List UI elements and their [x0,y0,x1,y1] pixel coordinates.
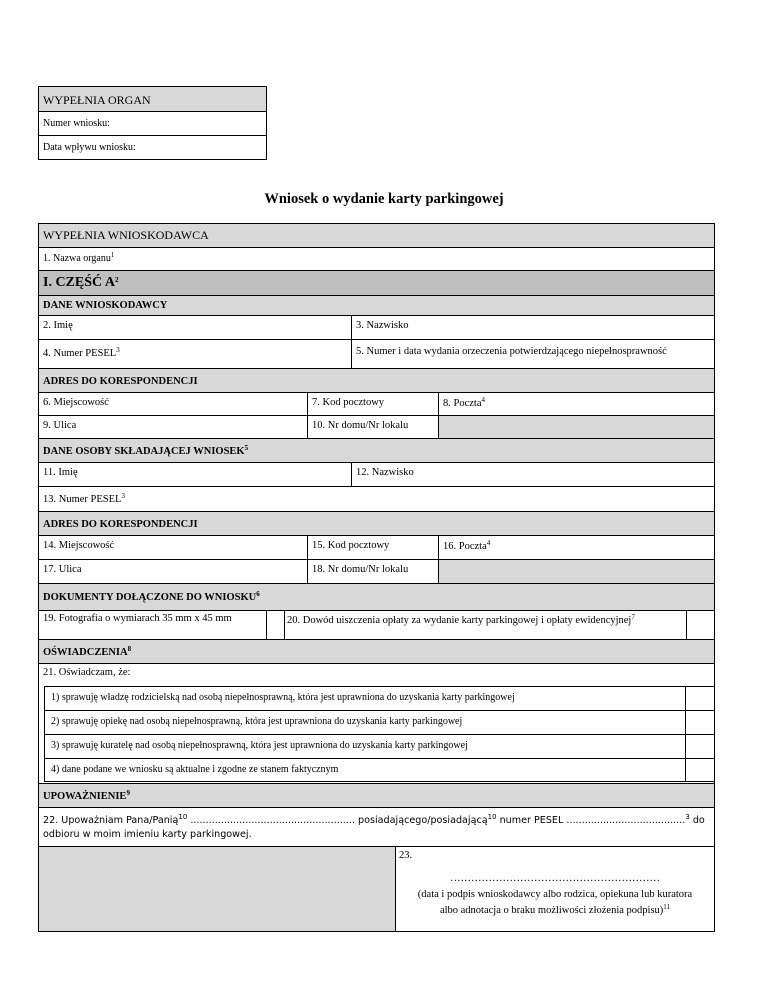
data-wplywu-field[interactable]: Data wpływu wniosku: [38,135,267,160]
organ-header: WYPEŁNIA ORGAN [38,86,267,112]
statement-checkbox[interactable] [685,710,715,735]
page-title: Wniosek o wydanie karty parkingowej [264,191,504,207]
pesel-field[interactable]: 4. Numer PESEL$^3$ [38,339,352,369]
orzeczenie-field[interactable]: 5. Numer i data wydania orzeczenia potwierdzającego niepełnosprawność [351,339,715,369]
signature-field[interactable] [395,846,715,932]
nazwa-organu-field[interactable]: 1. Nazwa organu$^1$ [38,247,715,271]
oswiadczenia-header: OŚWIADCZENIA$^8$ [38,639,715,664]
statement-checkbox[interactable] [685,758,715,782]
statement-row: 1) sprawuję władzę rodzicielską nad osobą niepełnosprawną, która jest uprawniona do uzyskania karty parkingowej [44,686,686,711]
dane-wnioskodawcy-header: DANE WNIOSKODAWCY [38,295,715,316]
nr-domu-field[interactable]: 10. Nr domu/Nr lokalu [307,415,439,439]
poczta-field[interactable]: 8. Poczta$^4$ [438,392,715,416]
signature-number: 23. [399,850,413,861]
applicant-header: WYPEŁNIA WNIOSKODAWCA [38,223,715,248]
oswiadczam-label: 21. Oświadczam, że: [43,667,131,678]
ulica-field[interactable]: 9. Ulica [38,415,308,439]
gray-filler [438,415,715,439]
oplata-label: 20. Dowód uiszczenia opłaty za wydanie karty parkingowej i opłaty ewidencyjnej$^7$ [287,613,635,626]
kod-pocztowy-2-field[interactable]: 15. Kod pocztowy [307,535,439,560]
kod-pocztowy-field[interactable]: 7. Kod pocztowy [307,392,439,416]
upowaznienie-header: UPOWAŻNIENIE$^9$ [38,783,715,808]
part-a-header: I. CZĘŚĆ $A^2$ [38,270,715,296]
fotografia-label: 19. Fotografia o wymiarach 35 mm x 45 mm [43,613,232,624]
signature-dots: …………………………………………………… [450,873,660,884]
nr-domu-2-field[interactable]: 18. Nr domu/Nr lokalu [307,559,439,584]
adres-header-1: ADRES DO KORESPONDENCJI [38,368,715,393]
nazwisko-field[interactable]: 3. Nazwisko [351,315,715,340]
ulica-2-field[interactable]: 17. Ulica [38,559,308,584]
imie-field[interactable]: 2. Imię [38,315,352,340]
statement-checkbox[interactable] [685,686,715,711]
signature-caption-1: (data i podpis wnioskodawcy albo rodzica, opiekuna lub kuratora [417,889,693,900]
numer-wniosku-field[interactable]: Numer wniosku: [38,111,267,136]
dokumenty-header: DOKUMENTY DOŁĄCZONE DO WNIOSKU$^6$ [38,583,715,611]
statement-row: 4) dane podane we wniosku są aktualne i zgodne ze stanem faktycznym [44,758,686,782]
osoba-header: DANE OSOBY SKŁADAJĄCEJ WNIOSEK$^5$ [38,438,715,463]
imie-osoby-field[interactable]: 11. Imię [38,462,352,487]
statement-row: 2) sprawuję opiekę nad osobą niepełnosprawną, która jest uprawniona do uzyskania karty parkingowej [44,710,686,735]
miejscowosc-field[interactable]: 6. Miejscowość [38,392,308,416]
adres-header-2: ADRES DO KORESPONDENCJI [38,511,715,536]
signature-caption-2: albo adnotacja o braku możliwości złożenia podpisu)$^{11}$ [439,903,671,916]
miejscowosc-2-field[interactable]: 14. Miejscowość [38,535,308,560]
gray-filler-2 [438,559,715,584]
signature-gray-area [38,846,396,932]
fotografia-checkbox[interactable] [266,610,285,640]
oplata-checkbox[interactable] [686,610,715,640]
nazwisko-osoby-field[interactable]: 12. Nazwisko [351,462,715,487]
statement-checkbox[interactable] [685,734,715,759]
upowaznienie-text[interactable]: 22. Upoważniam Pana/Panią$^{10}$ ...................................................... posiadającego/posiadającą$^{10}$ numer PESEL .......................................$^3$ do odbioru w moim imieniu karty parkingowej. [38,807,715,847]
statement-row: 3) sprawuję kuratelę nad osobą niepełnosprawną, która jest uprawniona do uzyskania karty parkingowej [44,734,686,759]
pesel-osoby-field[interactable]: 13. Numer PESEL$^3$ [38,486,715,512]
poczta-2-field[interactable]: 16. Poczta$^4$ [438,535,715,560]
